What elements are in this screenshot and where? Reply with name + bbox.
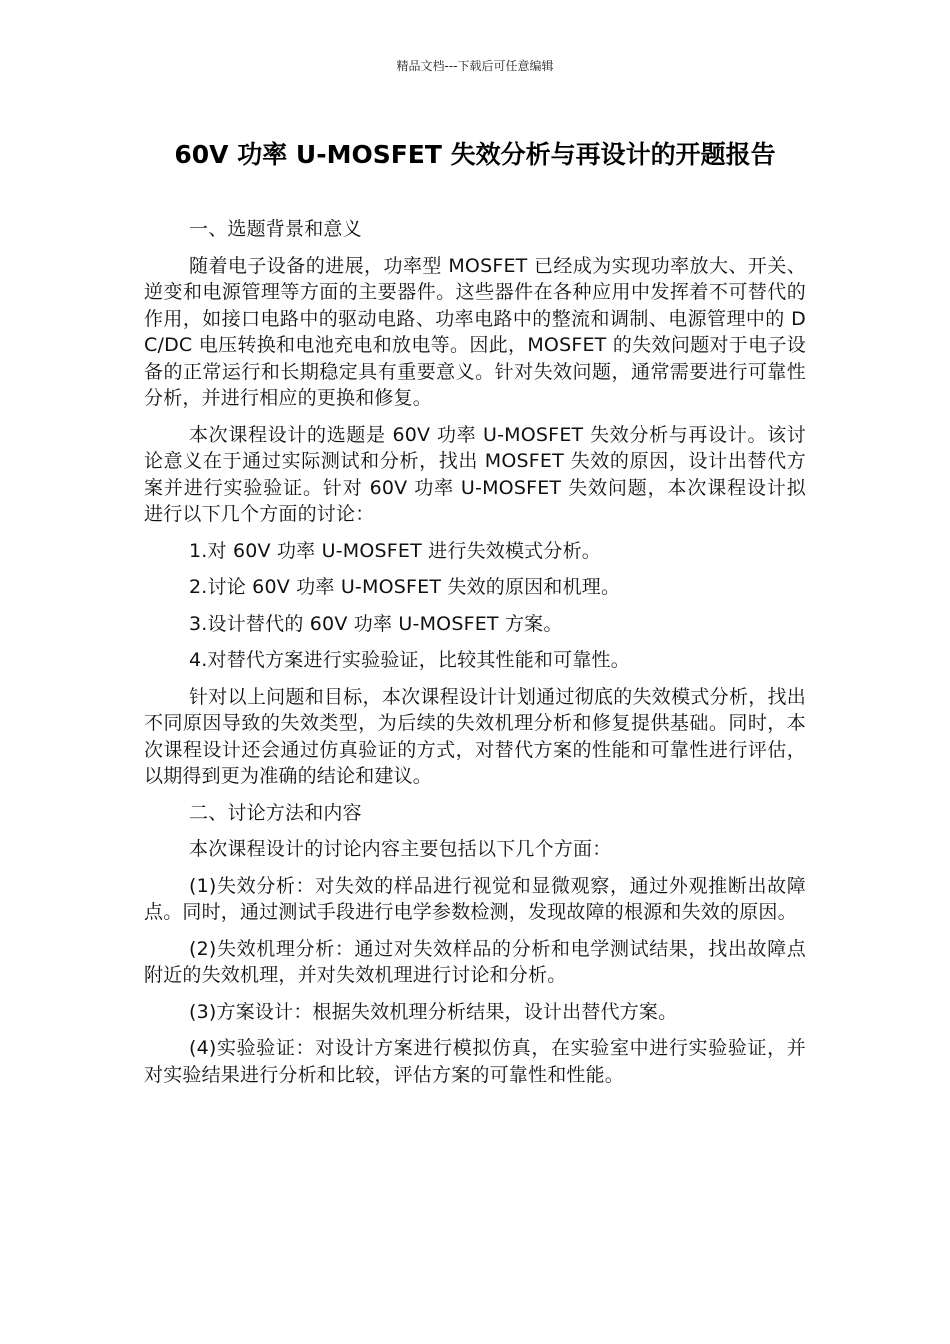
paragraph-methods-intro: 本次课程设计的讨论内容主要包括以下几个方面： (189, 838, 612, 860)
paragraph-topic: 本次课程设计的选题是 60V 功率 U-MOSFET 失效分析与再设计。该讨论意义在于通过实际测试和分析，找出 MOSFET 失效的原因，设计出替代方案并进行实验验证。针对 60V 功率 U-MOSFET 失效问题，本次课程设计拟进行以下几个方面的讨论： (144, 423, 806, 525)
list-item-2: 2.讨论 60V 功率 U-MOSFET 失效的原因和机理。 (189, 576, 621, 598)
list-item-1: 1.对 60V 功率 U-MOSFET 进行失效模式分析。 (189, 539, 601, 562)
document-title: 60V 功率 U-MOSFET 失效分析与再设计的开题报告 (174, 140, 776, 169)
method-item-4: (4)实验验证：对设计方案进行模拟仿真，在实验室中进行实验验证，并对实验结果进行分析和比较，评估方案的可靠性和性能。 (144, 1037, 806, 1086)
page-header-note: 精品文档---下载后可任意编辑 (396, 59, 554, 73)
document-body (144, 216, 806, 1098)
list-item-3: 3.设计替代的 60V 功率 U-MOSFET 方案。 (189, 612, 563, 635)
section-heading-methods: 二、讨论方法和内容 (189, 801, 362, 824)
paragraph-plan: 针对以上问题和目标，本次课程设计计划通过彻底的失效模式分析，找出不同原因导致的失效类型，为后续的失效机理分析和修复提供基础。同时，本次课程设计还会通过仿真验证的方式，对替代方案的性能和可靠性进行评估，以期得到更为准确的结论和建议。 (144, 685, 806, 787)
section-heading-background: 一、选题背景和意义 (189, 218, 362, 240)
list-item-4: 4.对替代方案进行实验验证，比较其性能和可靠性。 (189, 649, 630, 671)
method-item-3: (3)方案设计：根据失效机理分析结果，设计出替代方案。 (189, 1000, 678, 1023)
method-item-2: (2)失效机理分析：通过对失效样品的分析和电学测试结果，找出故障点附近的失效机理，并对失效机理进行讨论和分析。 (144, 937, 806, 986)
paragraph-background: 随着电子设备的进展，功率型 MOSFET 已经成为实现功率放大、开关、逆变和电源管理等方面的主要器件。这些器件在各种应用中发挥着不可替代的作用，如接口电路中的驱动电路、功率电路中的整流和调制、电源管理中的 DC/DC 电压转换和电池充电和放电等。因此，MOSFET 的失效问题对于电子设备的正常运行和长期稳定具有重要意义。针对失效问题，通常需要进行可靠性分析，并进行相应的更换和修复。 (144, 254, 806, 409)
method-item-1: (1)失效分析：对失效的样品进行视觉和显微观察，通过外观推断出故障点。同时，通过测试手段进行电学参数检测，发现故障的根源和失效的原因。 (144, 874, 806, 923)
